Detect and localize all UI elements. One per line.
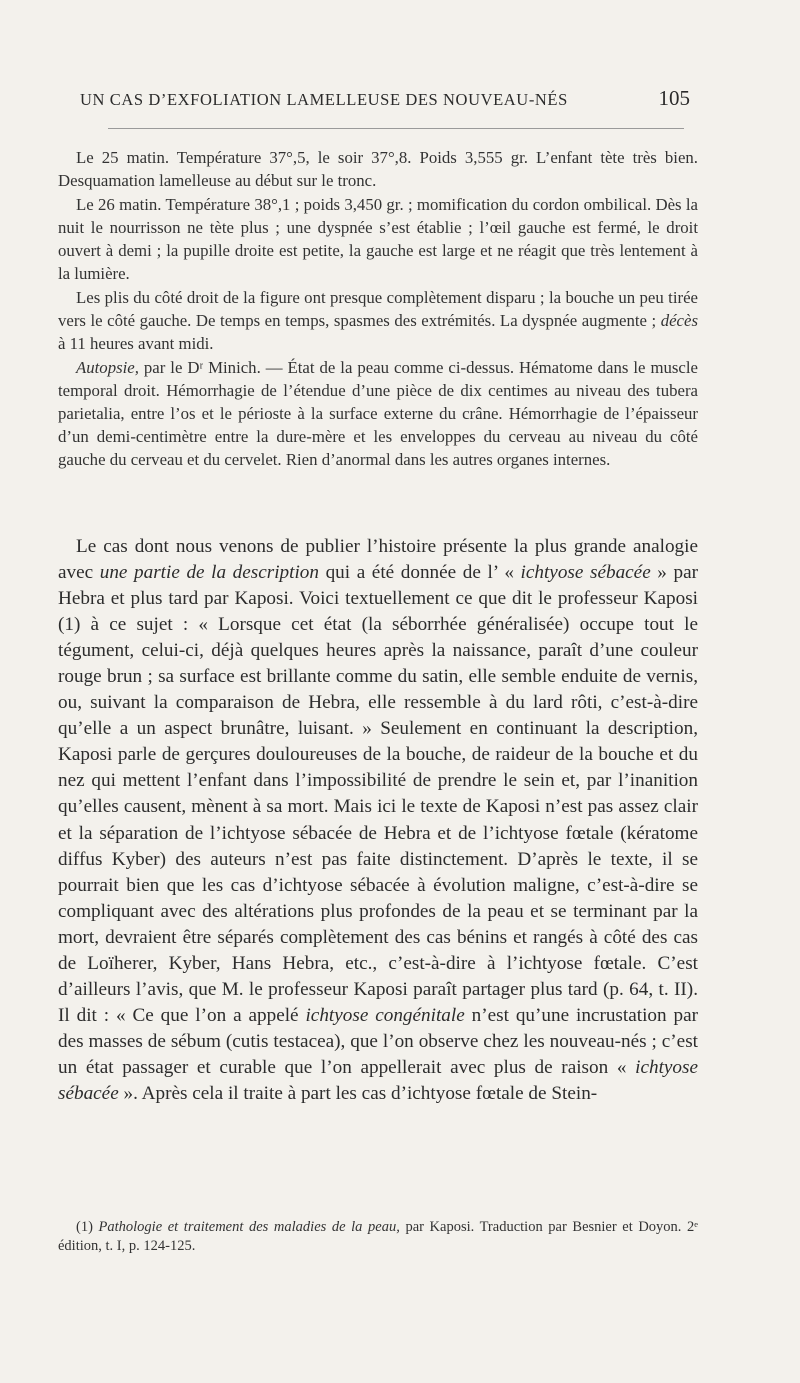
italic-text: Autopsie,	[76, 358, 139, 377]
page-header	[80, 86, 690, 111]
italic-text: Pathologie et traitement des maladies de la peau,	[98, 1219, 400, 1235]
main-text	[58, 534, 698, 1107]
italic-text: ichtyose sébacée	[520, 562, 651, 584]
autopsy-paragraph	[58, 356, 698, 471]
footnote	[58, 1218, 698, 1256]
header-rule	[108, 128, 684, 129]
case-note-text: Le 25 matin. Température 37°,5, le soir 37°,8. Poids 3,555 gr. L’enfant tète très bien. Desquamation lamelleuse au début sur le tronc.	[58, 148, 698, 191]
italic-text: ichtyose congénitale	[305, 1004, 465, 1026]
autopsy-text: Autopsie, par le Dʳ Minich. — État de la peau comme ci-dessus. Hématome dans le muscle temporal droit. Hémorrhagie de l’étendue d’une pièce de dix centimes au niveau des tubera parietalia, entre l’os et le périoste à la surface externe du crâne. Hémorrhagie de l’épaisseur d’un demi-centimètre entre la dure-mère et les enveloppes du cerveau au niveau du côté gauche du cerveau et du cervelet. Rien d’anormal dans les autres organes internes.	[58, 358, 698, 470]
footnote-text: (1) Pathologie et traitement des maladies de la peau, par Kaposi. Traduction par Besnier et Doyon. 2ᵉ édition, t. I, p. 124-125.	[58, 1219, 698, 1254]
case-note-text: Le 26 matin. Température 38°,1 ; poids 3,450 gr. ; momification du cordon ombilical. Dès la nuit le nourrisson ne tète plus ; une dyspnée s’est établie ; l’œil gauche est fermé, le droit ouvert à demi ; la pupille droite est petite, la gauche est large et ne réagit que très lentement à la lumière.	[58, 195, 698, 284]
case-note-paragraph	[58, 146, 698, 192]
italic-text: une partie de la description	[99, 562, 319, 584]
running-title: UN CAS D’EXFOLIATION LAMELLEUSE DES NOUVEAU-NÉS	[80, 90, 568, 109]
case-note-paragraph	[58, 193, 698, 285]
case-note-text: Les plis du côté droit de la figure ont presque complètement disparu ; la bouche un peu tirée vers le côté gauche. De temps en temps, spasmes des extrémités. La dyspnée augmente ; décès à 11 heures avant midi.	[58, 288, 698, 354]
page-number: 105	[658, 86, 690, 110]
case-note-paragraph	[58, 286, 698, 355]
italic-text: ichtyose sébacée	[58, 1056, 698, 1104]
italic-text: décès	[660, 311, 698, 331]
main-paragraph: Le cas dont nous venons de publier l’histoire présente la plus grande analogie avec une partie de la description qui a été donnée de l’ « ichtyose sébacée » par Hebra et plus tard par Kaposi. Voici textuellement ce que dit le professeur Kaposi (1) à ce sujet : « Lorsque cet état (la séborrhée généralisée) occupe tout le tégument, celui-ci, déjà quelques heures après la naissance, paraît d’une couleur rouge brun ; sa surface est brillante comme du satin, elle semble enduite de vernis, ou, suivant la comparaison de Hebra, elle ressemble à du lard rôti, c’est-à-dire qu’elle a un aspect brunâtre, luisant. » Seulement en continuant la description, Kaposi parle de gerçures douloureuses de la bouche, de raideur de la bouche et du nez qui mettent l’enfant dans l’impossibilité de prendre le sein et, par l’inanition qu’elles causent, mènent à sa mort. Mais ici le texte de Kaposi n’est pas assez clair et la séparation de l’ichtyose sébacée de Hebra et de l’ichtyose fœtale (kératome diffus Kyber) des auteurs n’est pas faite distinctement. D’après le texte, il se pourrait bien que les cas d’ichtyose sébacée à évolution maligne, c’est-à-dire se compliquant avec des altérations plus profondes de la peau et se terminant par la mort, devraient être séparés complètement des cas bénins et rangés à côté des cas de Loïherer, Kyber, Hans Hebra, etc., c’est-à-dire à l’ichtyose fœtale. C’est d’ailleurs l’avis, que M. le professeur Kaposi paraît partager plus tard (p. 64, t. II). Il dit : « Ce que l’on a appelé ichtyose congénitale n’est qu’une incrustation par des masses de sébum (cutis testacea), que l’on observe chez les nouveau-nés ; c’est un état passager et curable que l’on appellerait avec plus de raison « ichtyose sébacée ». Après cela il traite à part les cas d’ichtyose fœtale de Stein-	[58, 536, 698, 1104]
